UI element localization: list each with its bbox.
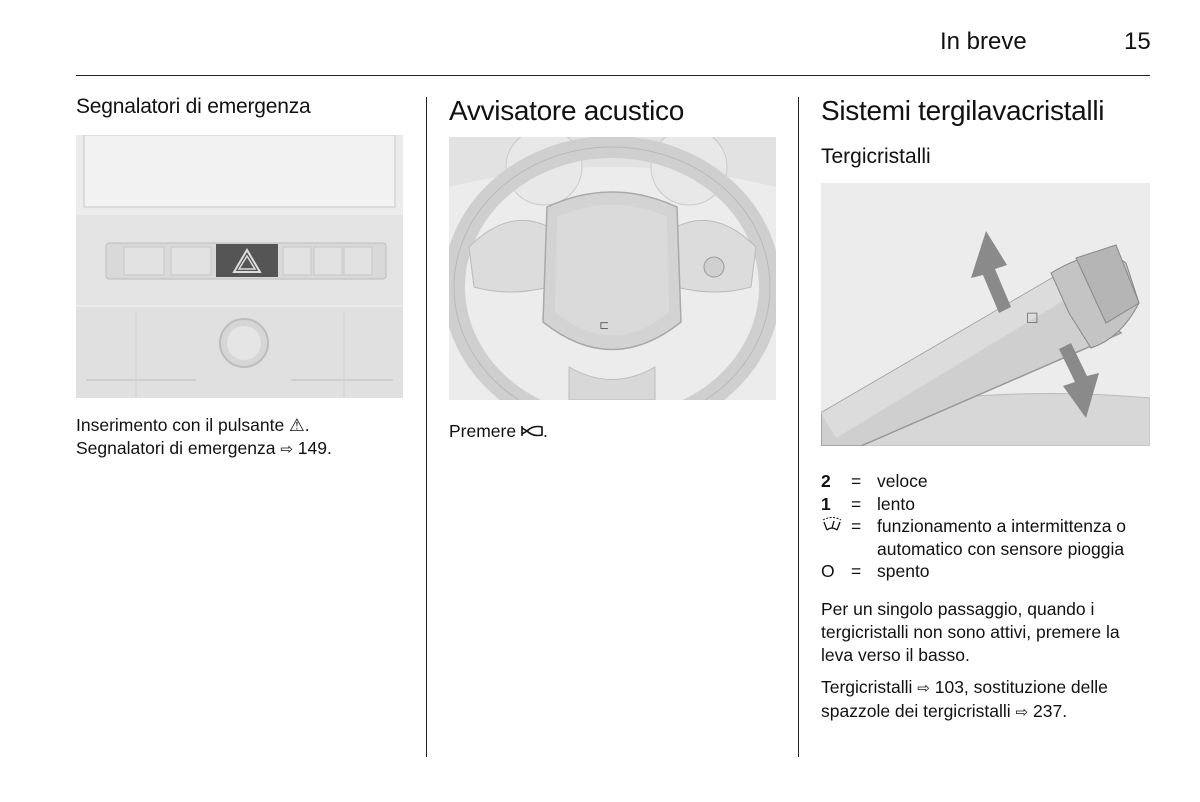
horn-instruction: Premere .	[449, 421, 548, 441]
legend-desc: funzionamento a intermittenza o automatico con sensore pioggia	[877, 516, 1127, 559]
page-number: 15	[1124, 28, 1151, 55]
horn-icon	[521, 424, 543, 438]
legend-symbol-1: 1	[821, 493, 831, 514]
wiper-reference-paragraph: Tergicristalli ⇨ 103, sostituzione delle spazzole dei tergicristalli ⇨ 237.	[821, 676, 1108, 721]
legend-row: 2 = veloce	[821, 470, 1150, 493]
hazard-instruction-text: Inserimento con il pulsante	[76, 415, 285, 435]
steering-wheel-figure	[449, 137, 776, 400]
legend-row: = funzionamento a intermittenza o automatico con sensore pioggia	[821, 515, 1150, 560]
legend-desc: spento	[877, 561, 930, 581]
single-wipe-paragraph: Per un singolo passaggio, quando i tergicristalli non sono attivi, premere la leva verso il basso.	[821, 598, 1120, 665]
header-rule	[76, 75, 1150, 76]
hazard-button-figure	[76, 135, 403, 398]
column-divider-2	[798, 97, 799, 757]
hazard-warning-icon: ⚠	[289, 415, 305, 435]
column-divider-1	[426, 97, 427, 757]
legend-symbol-2: 2	[821, 471, 831, 491]
intermittent-wiper-icon	[821, 516, 843, 532]
legend-desc: veloce	[877, 471, 928, 491]
page-reference-icon: ⇨	[280, 441, 293, 458]
wiper-lever-figure	[821, 183, 1150, 446]
column-hazard-lights	[76, 95, 403, 461]
legend-row: O = spento	[821, 560, 1150, 583]
legend-row: 1 = lento	[821, 493, 1150, 516]
column-horn	[449, 95, 776, 443]
subheading-wipers: Tergicristalli	[821, 145, 931, 168]
svg-text:⊏: ⊏	[599, 318, 610, 332]
column-wipers	[821, 95, 1150, 724]
hazard-instruction: Inserimento con il pulsante ⚠. Segnalatori di emergenza ⇨ 149.	[76, 415, 332, 458]
section-heading-horn: Avvisatore acustico	[449, 95, 685, 126]
wiper-legend	[821, 470, 1150, 583]
page-reference-icon: ⇨	[917, 679, 930, 697]
hazard-reference-text: Segnalatori di emergenza	[76, 438, 276, 458]
page-reference-icon: ⇨	[1015, 703, 1029, 721]
svg-text:☐: ☐	[1026, 311, 1039, 327]
hazard-reference-page: 149.	[297, 438, 332, 458]
legend-symbol-off: O	[821, 561, 835, 581]
page-header-title: In breve	[940, 28, 1027, 55]
section-heading-hazard: Segnalatori di emergenza	[76, 95, 311, 118]
horn-instruction-text: Premere	[449, 421, 517, 441]
legend-desc: lento	[877, 493, 915, 514]
section-heading-wipers: Sistemi tergilavacristalli	[821, 95, 1105, 126]
